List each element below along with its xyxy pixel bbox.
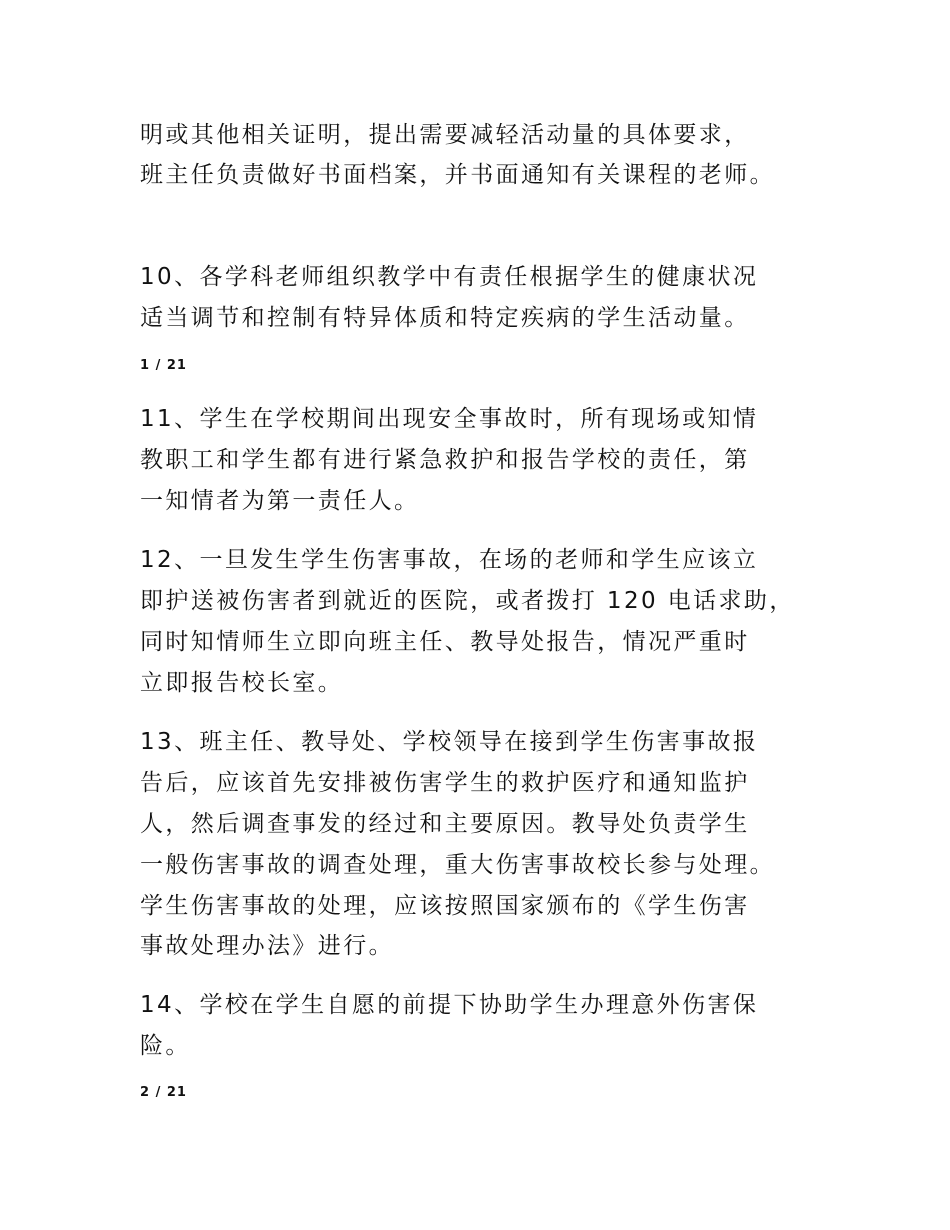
text-line: 教职工和学生都有进行紧急救护和报告学校的责任，第 bbox=[140, 447, 750, 473]
text-line: 事故处理办法》进行。 bbox=[140, 933, 394, 959]
text-line: 即护送被伤害者到就近的医院，或者拨打 120 电话求助， bbox=[140, 588, 795, 614]
page-number: 2 / 21 bbox=[140, 1085, 187, 1100]
text-line: 一知情者为第一责任人。 bbox=[140, 488, 420, 514]
text-line: 13、班主任、教导处、学校领导在接到学生伤害事故报 bbox=[140, 729, 759, 755]
text-line: 一般伤害事故的调查处理，重大伤害事故校长参与处理。 bbox=[140, 852, 775, 878]
text-line: 11、学生在学校期间出现安全事故时，所有现场或知情 bbox=[140, 406, 759, 432]
text-line: 12、一旦发生学生伤害事故，在场的老师和学生应该立 bbox=[140, 547, 759, 573]
text-line: 立即报告校长室。 bbox=[140, 670, 344, 696]
text-line: 同时知情师生立即向班主任、教导处报告，情况严重时 bbox=[140, 629, 750, 655]
page-number: 1 / 21 bbox=[140, 358, 187, 373]
text-line: 班主任负责做好书面档案，并书面通知有关课程的老师。 bbox=[140, 162, 775, 188]
text-line: 14、学校在学生自愿的前提下协助学生办理意外伤害保 bbox=[140, 992, 759, 1018]
text-line: 10、各学科老师组织教学中有责任根据学生的健康状况 bbox=[140, 264, 759, 290]
text-line: 险。 bbox=[140, 1033, 191, 1059]
text-line: 告后，应该首先安排被伤害学生的救护医疗和通知监护 bbox=[140, 770, 750, 796]
text-line: 学生伤害事故的处理，应该按照国家颁布的《学生伤害 bbox=[140, 893, 750, 919]
text-line: 适当调节和控制有特异体质和特定疾病的学生活动量。 bbox=[140, 305, 750, 331]
text-line: 明或其他相关证明，提出需要减轻活动量的具体要求， bbox=[140, 122, 750, 148]
text-line: 人，然后调查事发的经过和主要原因。教导处负责学生 bbox=[140, 811, 750, 837]
